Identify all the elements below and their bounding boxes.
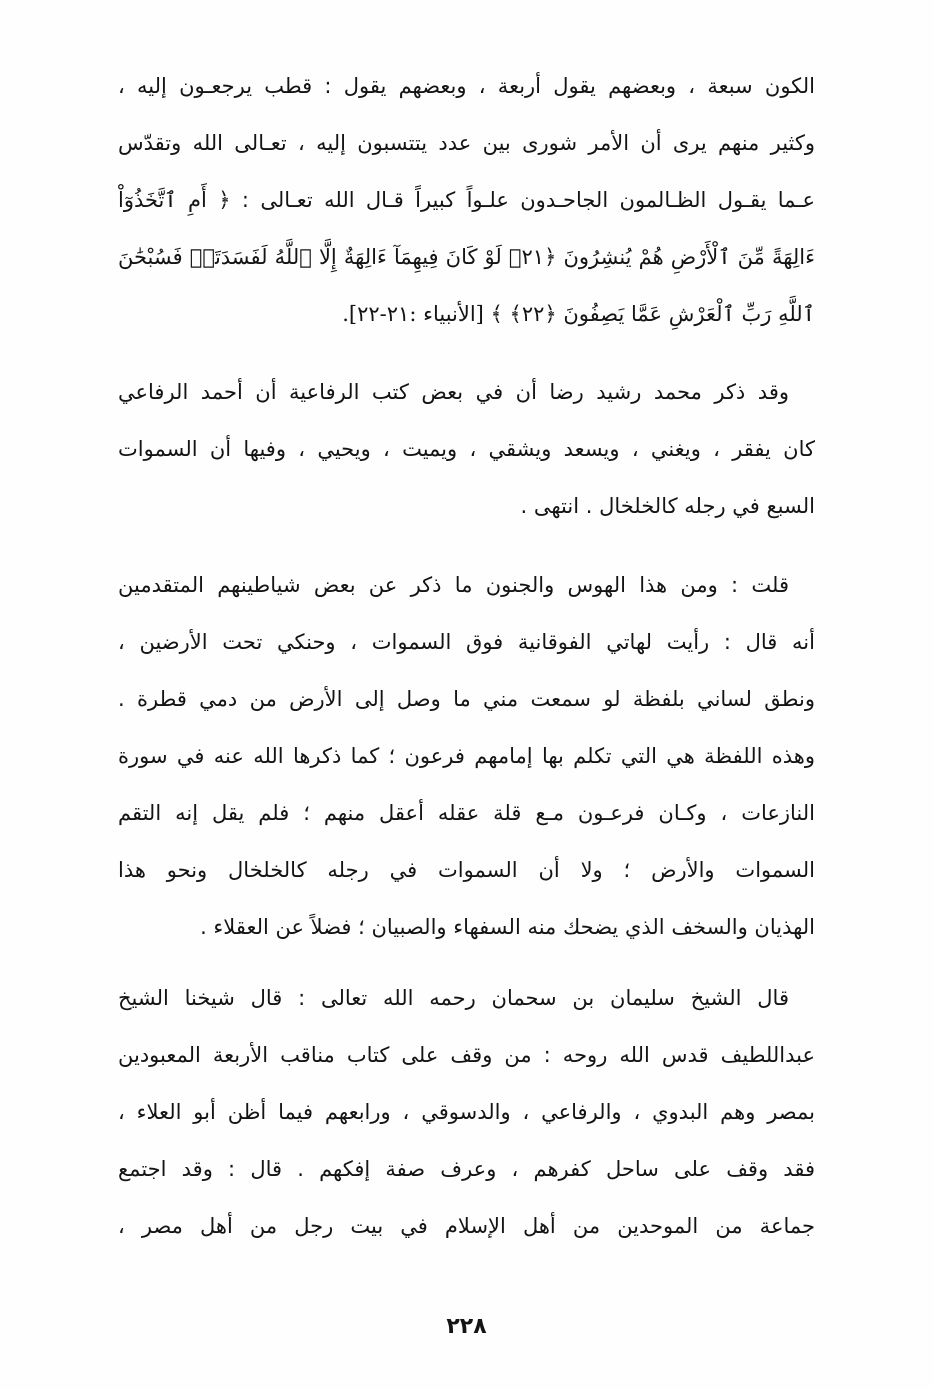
page-number: ٢٢٨ [446,1314,487,1339]
text-line: كان يفقر ، ويغني ، ويسعد ويشقي ، ويميت ، ويحيي ، وفيها أن السموات [118,437,815,461]
quran-verse-line: ءَالِهَةً مِّنَ ٱلْأَرْضِ هُمْ يُنشِرُونَ ﴿٢١﴾ لَوْ كَانَ فِيهِمَآ ءَالِهَةٌ إِلَّا ٱللَّهُ لَفَسَدَتَاۚ فَسُبْحَٰنَ [118,245,815,269]
paragraph-4 [118,970,815,1255]
text-line: فقد وقف على ساحل كفرهم ، وعرف صفة إفكهم . قال : وقد اجتمع [118,1157,815,1181]
text-line: عبداللطيف قدس الله روحه : من وقف على كتاب مناقب الأربعة المعبودين [118,1043,815,1067]
text-line: الكون سبعة ، وبعضهم يقول أربعة ، وبعضهم يقول : قطب يرجعـون إليه ، [118,74,815,98]
text-line: وهذه اللفظة هي التي تكلم بها إمامهم فرعون ؛ كما ذكرها الله عنه في سورة [118,744,815,768]
paragraph-3 [118,557,815,956]
text-line: قال الشيخ سليمان بن سحمان رحمه الله تعالى : قال شيخنا الشيخ [118,986,789,1010]
text-line: جماعة من الموحدين من أهل الإسلام في بيت رجل من أهل مصر ، [118,1214,815,1238]
text-line: ونطق لساني بلفظة لو سمعت مني ما وصل إلى الأرض من دمي قطرة . [118,687,815,711]
text-line: وكثير منهم يرى أن الأمر شورى بين عدد يتتسبون إليه ، تعـالى الله وتقدّس [118,131,815,155]
text-line: بمصر وهم البدوي ، والرفاعي ، والدسوقي ، ورابعهم فيما أظن أبو العلاء ، [118,1100,815,1124]
text-line: النازعات ، وكـان فرعـون مـع قلة عقله أعقل منهم ؛ فلم يقل إنه التقم [118,801,815,825]
text-line: وقد ذكر محمد رشيد رضا أن في بعض كتب الرفاعية أن أحمد الرفاعي [118,380,789,404]
text-line: أنه قال : رأيت لهاتي الفوقانية فوق السموات ، وحنكي تحت الأرضين ، [118,630,815,654]
quran-verse-line: ٱللَّهِ رَبِّ ٱلْعَرْشِ عَمَّا يَصِفُونَ ﴿٢٢﴾ ﴾ [الأنبياء :٢١-٢٢]. [342,302,815,326]
text-line: قلت : ومن هذا الهوس والجنون ما ذكر عن بعض شياطينهم المتقدمين [118,573,789,597]
text-line: الهذيان والسخف الذي يضحك منه السفهاء والصبيان ؛ فضلاً عن العقلاء . [200,915,815,939]
paragraph-2 [118,364,815,535]
text-line: السموات والأرض ؛ ولا أن السموات في رجله كالخلخال ونحو هذا [118,858,815,882]
paragraph-1 [118,58,815,343]
text-line: السبع في رجله كالخلخال . انتهى . [520,494,815,518]
text-line: عـما يقـول الظـالمون الجاحـدون علـواً كبيراً قـال الله تعـالى : ﴿ أَمِ ٱتَّخَذُوٓاْ [118,188,815,212]
